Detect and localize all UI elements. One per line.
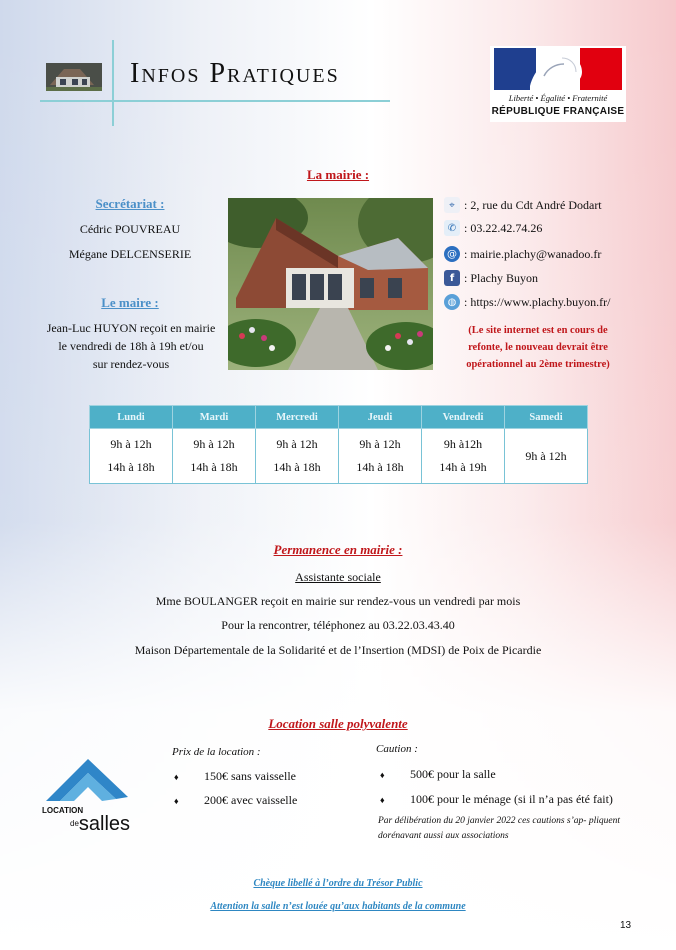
maire-info [26,319,236,373]
permanence-line: Maison Départementale de la Solidarité et de l’Insertion (MDSI) de Poix de Picardie [134,643,542,657]
hours-cell: 9h à 12h 14h à 18h [339,429,422,484]
day-header: Vendredi [422,406,505,429]
maire-info-line: sur rendez-vous [92,357,170,371]
contact-text[interactable]: : https://www.plachy.buyon.fr/ [464,294,611,309]
caution-text: 100€ pour le ménage (si il n’a pas été fait) [410,792,613,806]
caution-text: 500€ pour la salle [410,767,496,781]
permanence-subheading: Assistante sociale [295,570,381,584]
price-text: 200€ avec vaisselle [204,793,298,807]
header-village-photo [46,63,102,91]
map-pin-icon: ⌖ [444,197,460,213]
maire-info-line: le vendredi de 18h à 19h et/ou [58,339,204,353]
bullet-icon: ♦ [380,770,385,780]
price-item [174,793,297,809]
contact-phone [444,220,542,236]
contact-facebook[interactable] [444,270,538,286]
secretary-name: Mégane DELCENSERIE [68,247,192,261]
maire-heading: Le maire : [101,295,159,310]
hours-cell: 9h à 12h 14h à 18h [173,429,256,484]
hours-cell: 9h à12h 14h à 19h [422,429,505,484]
email-icon: @ [444,246,460,262]
roof-icon [42,755,132,805]
day-header: Samedi [505,406,588,429]
facebook-icon: f [444,270,460,286]
globe-icon: ◍ [444,294,460,310]
hours-row [90,429,588,484]
contact-address [444,197,602,213]
bullet-icon: ♦ [174,796,179,806]
note-line: (Le site internet est en cours de [468,325,608,336]
contact-website[interactable] [444,294,610,310]
website-refonte-note [440,322,636,373]
marianne-flag-icon [490,46,626,92]
day-header: Jeudi [339,406,422,429]
caution-heading: Caution : [376,743,418,755]
cheque-note: Chèque libellé à l’ordre du Trésor Public [253,878,423,889]
header-accent-horizontal-line [40,100,390,102]
caution-item [380,767,496,783]
page-number: 13 [620,920,632,931]
day-header: Mercredi [256,406,339,429]
contact-text: : 03.22.42.74.26 [464,220,543,235]
price-text: 150€ sans vaisselle [204,769,296,783]
caution-item [380,792,613,808]
republique-name: RÉPUBLIQUE FRANÇAISE [491,106,625,117]
price-heading: Prix de la location : [172,746,261,758]
day-header: Lundi [90,406,173,429]
note-line: refonte, le nouveau devrait être [468,342,608,353]
bullet-icon: ♦ [380,795,385,805]
attention-note: Attention la salle n’est louée qu’aux habitants de la commune [210,901,466,912]
logo-line2: $^{de}$salles [70,813,131,835]
permanence-line: Pour la rencontrer, téléphonez au 03.22.03.43.40 [221,618,455,632]
contact-email[interactable] [444,246,601,262]
republique-motto: Liberté • Égalité • Fraternité [508,93,608,103]
contact-text[interactable]: : mairie.plachy@wanadoo.fr [464,246,602,261]
caution-note: Par délibération du 20 janvier 2022 ces cautions s’ap- pliquent dorénavant aussi aux associations [378,816,620,841]
location-salles-logo [42,755,132,835]
opening-hours-table [89,405,588,484]
permanence-heading: Permanence en mairie : [273,542,403,557]
contact-text: : 2, rue du Cdt André Dodart [464,197,602,212]
hours-cell-saturday: 9h à 12h [505,429,588,484]
secretary-name: Cédric POUVREAU [79,222,181,236]
location-heading: Location salle polyvalente [268,716,408,731]
note-line: opérationnel au 2ème trimestre) [466,359,610,370]
phone-icon: ✆ [444,220,460,236]
secretariat-heading: Secrétariat : [95,196,165,211]
bullet-icon: ♦ [174,772,179,782]
maire-info-line: Jean-Luc HUYON reçoit en mairie [46,321,216,335]
mairie-heading: La mairie : [306,167,370,182]
page-title: Infos Pratiques [130,58,340,89]
day-header: Mardi [173,406,256,429]
permanence-line: Mme BOULANGER reçoit en mairie sur rendez-vous un vendredi par mois [155,594,521,608]
header-accent-vertical-line [112,40,114,126]
contact-text[interactable]: : Plachy Buyon [464,270,538,285]
hours-cell: 9h à 12h 14h à 18h [256,429,339,484]
mairie-building-photo [228,198,433,370]
hours-cell: 9h à 12h 14h à 18h [90,429,173,484]
price-item [174,769,296,785]
logo-line1: LOCATION [42,806,84,815]
